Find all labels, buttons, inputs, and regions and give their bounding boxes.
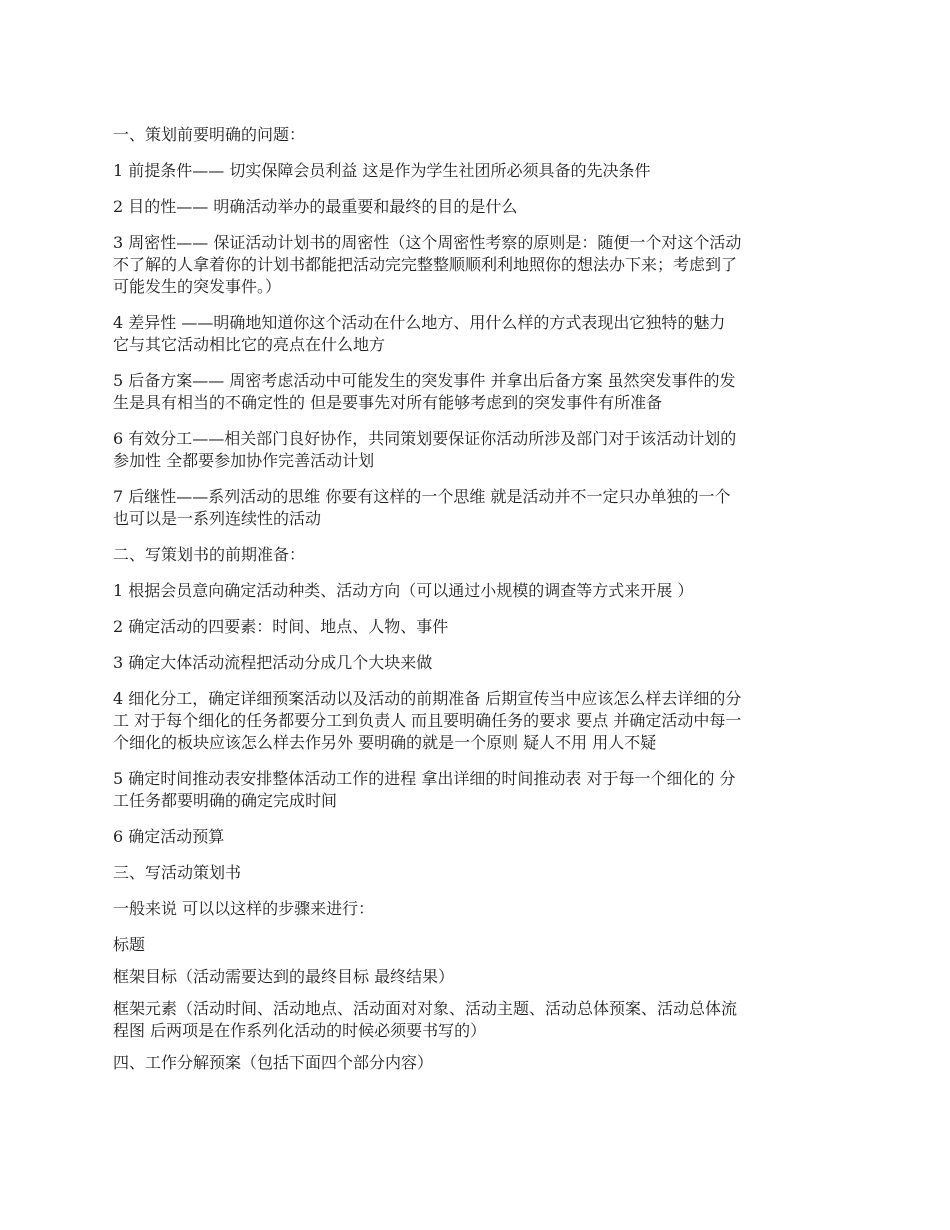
paragraph-line: 参加性 全都要参加协作完善活动计划 [113,451,375,470]
paragraph [113,898,838,920]
paragraph-line: 3 确定大体活动流程把活动分成几个大块来做 [113,653,433,672]
paragraph-line: 5 确定时间推动表安排整体活动工作的进程 拿出详细的时间推动表 对于每一个细化的 分 [113,769,736,788]
paragraph [113,616,838,638]
paragraph-line: 框架元素（活动时间、活动地点、活动面对对象、活动主题、活动总体预案、活动总体流 [113,999,738,1018]
paragraph-line: 6 有效分工——相关部门良好协作，共同策划要保证你活动所涉及部门对于该活动计划的 [113,429,737,448]
paragraph [113,160,838,182]
paragraph-line: 它与其它活动相比它的亮点在什么地方 [113,335,386,354]
paragraph [113,196,838,218]
paragraph-line: 不了解的人拿着你的计划书都能把活动完完整整顺顺利利地照你的想法办下来；考虑到了 [113,255,738,274]
paragraph-line: 2 目的性—— 明确活动举办的最重要和最终的目的是什么 [113,197,518,216]
paragraph-line: 一般来说 可以以这样的步骤来进行： [113,899,375,918]
paragraph [113,312,838,356]
paragraph-line: 4 差异性 ——明确地知道你这个活动在什么地方、用什么样的方式表现出它独特的魅力 [113,313,726,332]
paragraph-line: 3 周密性—— 保证活动计划书的周密性（这个周密性考察的原则是：随便一个对这个活动 [113,233,742,252]
paragraph-line: 7 后继性——系列活动的思维 你要有这样的一个思维 就是活动并不一定只办单独的一个 [113,487,731,506]
paragraph-line: 1 根据会员意向确定活动种类、活动方向（可以通过小规模的调查等方式来开展 ） [113,581,694,600]
paragraph-line: 个细化的板块应该怎么样去作另外 要明确的就是一个原则 疑人不用 用人不疑 [113,733,657,752]
paragraph-line: 可能发生的突发事件。） [113,277,282,296]
document-body [113,124,838,1074]
paragraph [113,232,838,298]
paragraph [113,768,838,812]
paragraph-line: 框架目标（活动需要达到的最终目标 最终结果） [113,967,455,986]
paragraph [113,486,838,530]
paragraph [113,544,838,566]
paragraph-line: 4 细化分工，确定详细预案活动以及活动的前期准备 后期宣传当中应该怎么样去详细的分 [113,689,742,708]
paragraph-line: 一、策划前要明确的问题： [113,125,306,144]
paragraph [113,966,838,988]
paragraph [113,428,838,472]
paragraph [113,652,838,674]
paragraph-line: 工 对于每个细化的任务都要分工到负责人 而且要明确任务的要求 要点 并确定活动中每一 [113,711,742,730]
paragraph-line: 也可以是一系列连续性的活动 [113,509,322,528]
paragraph [113,862,838,884]
paragraph-line: 工任务都要明确的确定完成时间 [113,791,338,810]
paragraph [113,1052,838,1074]
paragraph-line: 标题 [113,935,146,954]
paragraph-line: 6 确定活动预算 [113,827,225,846]
paragraph [113,124,838,146]
paragraph [113,580,838,602]
paragraph-line: 二、写策划书的前期准备： [113,545,306,564]
paragraph-line: 1 前提条件—— 切实保障会员利益 这是作为学生社团所必须具备的先决条件 [113,161,651,180]
paragraph-line: 生是具有相当的不确定性的 但是要事先对所有能够考虑到的突发事件有所准备 [113,393,663,412]
paragraph [113,688,838,754]
paragraph-line: 四、工作分解预案（包括下面四个部分内容） [113,1053,434,1072]
paragraph [113,826,838,848]
paragraph [113,998,838,1042]
paragraph-line: 程图 后两项是在作系列化活动的时候必须要书写的） [113,1021,487,1040]
paragraph [113,370,838,414]
paragraph-line: 三、写活动策划书 [113,863,242,882]
paragraph [113,934,838,956]
paragraph-line: 5 后备方案—— 周密考虑活动中可能发生的突发事件 并拿出后备方案 虽然突发事件的发 [113,371,736,390]
paragraph-line: 2 确定活动的四要素：时间、地点、人物、事件 [113,617,449,636]
